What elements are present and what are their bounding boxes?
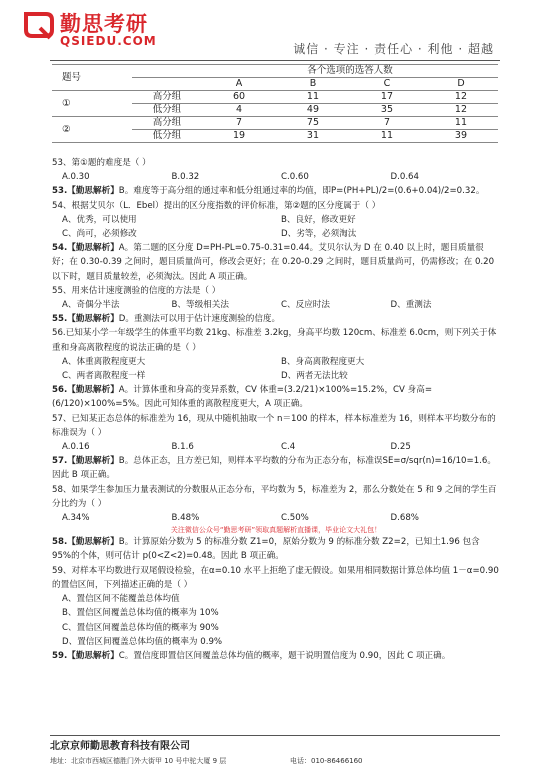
analysis-text: B。计算原始分数为 5 的标准分数 Z1=0，原始分数为 9 的标准分数 Z2=2，已知土1.96 包含 95%的个体，则可估计 p(0<Z<2)=0.48。因此 B 项正确。 xyxy=(52,537,480,562)
option: B、良好，修改更好 xyxy=(281,214,356,225)
question-59: 59、对样本平均数进行双尾假设检验，在α=0.10 水平上拒绝了虚无假设。如果用相同数据计算总体均值 1－α=0.90 的置信区间，下列描述正确的是（ ） xyxy=(52,565,499,590)
question-53: 53、第①题的难度是（ ） xyxy=(52,158,151,168)
option: B、等级相关法 xyxy=(171,300,229,311)
company-address: 地址：北京市西城区德胜门外大街甲 10 号中驼大厦 9 层 xyxy=(50,757,227,765)
option: B.48% xyxy=(171,513,200,524)
option: D、置信区间覆盖总体均值的概率为 0.9% xyxy=(62,636,223,647)
option: C.50% xyxy=(281,513,309,524)
col-group-header: 各个选项的选答人数 xyxy=(202,65,498,78)
option: B.0.32 xyxy=(171,172,200,183)
table-cell: 12 xyxy=(424,104,498,117)
group-label: 低分组 xyxy=(132,104,202,117)
option: A、奇偶分半法 xyxy=(62,300,120,311)
option: C、尚可，必须修改 xyxy=(62,229,137,240)
analysis-58 xyxy=(52,535,500,563)
col-header-question: 题号 xyxy=(52,65,132,91)
footer-divider xyxy=(50,735,500,736)
table-cell: 11 xyxy=(350,130,424,143)
question-content xyxy=(52,156,500,663)
option: C.0.60 xyxy=(281,172,309,183)
option: D.25 xyxy=(390,442,411,453)
analysis-text: A。第二题的区分度 D=PH-PL=0.75-0.31=0.44。艾贝尔认为 D 在 0.40 以上时，题目质量很好；在 0.30-0.39 之间时，题目质量尚可，修改会更好；在 0.20-0.29 之间时，题目质量尚可，仍需修改；在 0.20 以下时，题目质量较差，必须淘汰。因此 A 项正确。 xyxy=(52,243,495,282)
option: B.1.6 xyxy=(171,442,194,453)
question-58: 58、如果学生参加压力量表测试的分数服从正态分布，平均数为 5，标准差为 2，那么分数处在 5 和 9 之间的学生百分比约为（ ） xyxy=(52,484,497,509)
table-cell: 4 xyxy=(202,104,276,117)
analysis-tag: 58.【勤思解析】 xyxy=(52,537,119,548)
option: B、身高离散程度更大 xyxy=(281,356,365,367)
analysis-tag: 53.【勤思解析】 xyxy=(52,186,119,197)
slogan: 诚信 · 专注 · 责任心 · 利他 · 超越 xyxy=(293,42,494,56)
question-57-options xyxy=(52,440,500,454)
table-cell: 12 xyxy=(424,91,498,104)
analysis-text: D。重测法可以用于估计速度测验的信度。 xyxy=(118,314,281,325)
option: D、劣等，必须淘汰 xyxy=(281,229,357,240)
option-header: B xyxy=(276,78,350,91)
analysis-tag: 59.【勤思解析】 xyxy=(52,650,119,661)
option: A、体重离散程度更大 xyxy=(62,356,146,367)
option-header: A xyxy=(202,78,276,91)
option: A、置信区间不能覆盖总体均值 xyxy=(62,594,180,605)
analysis-tag: 57.【勤思解析】 xyxy=(52,456,119,467)
question-54-options xyxy=(52,227,500,241)
option: C、两者离散程度一样 xyxy=(62,371,146,382)
question-number: ② xyxy=(52,117,132,143)
table-cell: 7 xyxy=(202,117,276,130)
analysis-55 xyxy=(52,312,500,326)
analysis-57 xyxy=(52,454,500,482)
option: A.0.16 xyxy=(62,442,90,453)
question-56: 56.已知某小学一年级学生的体重平均数 21kg、标准差 3.2kg，身高平均数 120cm、标准差 6.0cm，则下列关于体重和身高离散程度的说法正确的是（ ） xyxy=(52,328,497,353)
analysis-tag: 55.【勤思解析】 xyxy=(52,314,119,325)
group-label: 高分组 xyxy=(132,91,202,104)
option: A.34% xyxy=(62,513,90,524)
table-row xyxy=(52,117,498,130)
question-55: 55、用来估计速度测验的信度的方法是（ ） xyxy=(52,285,221,296)
question-57: 57、已知某正态总体的标准差为 16，现从中随机抽取一个 n＝100 的样本，样本标准差为 16，则样本平均数分布的标准误为（ ） xyxy=(52,413,496,438)
option: B、置信区间覆盖总体均值的概率为 10% xyxy=(62,608,219,619)
analysis-text: B。难度等于高分组的通过率和低分组通过率的均值，即P=(PH+PL)/2=(0.6+0.04)/2=0.32。 xyxy=(118,186,485,197)
table-cell: 19 xyxy=(202,130,276,143)
table-cell: 11 xyxy=(424,117,498,130)
question-54-options xyxy=(52,213,500,227)
header-divider xyxy=(50,60,500,61)
option-header: C xyxy=(350,78,424,91)
analysis-53 xyxy=(52,184,500,198)
question-55-options xyxy=(52,298,500,312)
question-56-options xyxy=(52,369,500,383)
option-header: D xyxy=(424,78,498,91)
analysis-59 xyxy=(52,649,500,663)
brand-url: QSIEDU.COM xyxy=(60,34,157,48)
question-56-options xyxy=(52,355,500,369)
wechat-notice: 关注微信公众号“勤思考研”领取真题解析直播课，毕业论文大礼包！ xyxy=(170,526,382,535)
table-cell: 35 xyxy=(350,104,424,117)
option: A、优秀，可以使用 xyxy=(62,214,137,225)
table-cell: 75 xyxy=(276,117,350,130)
group-label: 高分组 xyxy=(132,117,202,130)
analysis-text: C。置信度即置信区间覆盖总体均值的概率，题干说明置信度为 0.90，因此 C 项正确。 xyxy=(118,650,451,661)
option: C、反应时法 xyxy=(281,300,330,311)
table-header-row xyxy=(52,65,498,78)
option: C.4 xyxy=(281,442,296,453)
table-cell: 11 xyxy=(276,91,350,104)
table-row xyxy=(52,91,498,104)
analysis-56 xyxy=(52,383,500,411)
company-phone: 电话：010-86466160 xyxy=(290,757,363,765)
question-53-options xyxy=(52,170,500,184)
table-cell: 17 xyxy=(350,91,424,104)
group-label: 低分组 xyxy=(132,130,202,143)
option: D.68% xyxy=(390,513,419,524)
company-name: 北京京师勤思教育科技有限公司 xyxy=(50,741,190,752)
option: A.0.30 xyxy=(62,172,90,183)
table-cell: 60 xyxy=(202,91,276,104)
question-58-options xyxy=(52,511,500,525)
table-cell: 39 xyxy=(424,130,498,143)
question-number: ① xyxy=(52,91,132,117)
analysis-tag: 56.【勤思解析】 xyxy=(52,385,119,396)
analysis-text: A。计算体重和身高的变异系数，CV 体重=(3.2/21)×100%=15.2%，CV 身高=(6/120)×100%=5%。因此可知体重的离散程度更大，A 项正确。 xyxy=(52,385,433,410)
analysis-text: B。总体正态，且方差已知，则样本平均数的分布为正态分布，标准误SE=σ/sqr(n)=16/10=1.6。因此 B 项正确。 xyxy=(52,456,496,481)
brand-name: 勤思考研 xyxy=(60,12,148,36)
table-cell: 7 xyxy=(350,117,424,130)
option: D.0.64 xyxy=(390,172,419,183)
analysis-54 xyxy=(52,241,500,284)
page-header xyxy=(0,0,550,62)
question-54: 54、根据艾贝尔（L．Ebel）提出的区分度指数的评价标准，第②题的区分度属于（ ） xyxy=(52,200,381,211)
option: D、两者无法比较 xyxy=(281,371,348,382)
option: C、置信区间覆盖总体均值的概率为 90% xyxy=(62,622,219,633)
table-cell: 49 xyxy=(276,104,350,117)
option: D、重测法 xyxy=(390,300,432,311)
brand-logo-icon xyxy=(22,10,56,40)
analysis-tag: 54.【勤思解析】 xyxy=(52,243,119,254)
option-count-table xyxy=(52,64,498,143)
table-cell: 31 xyxy=(276,130,350,143)
